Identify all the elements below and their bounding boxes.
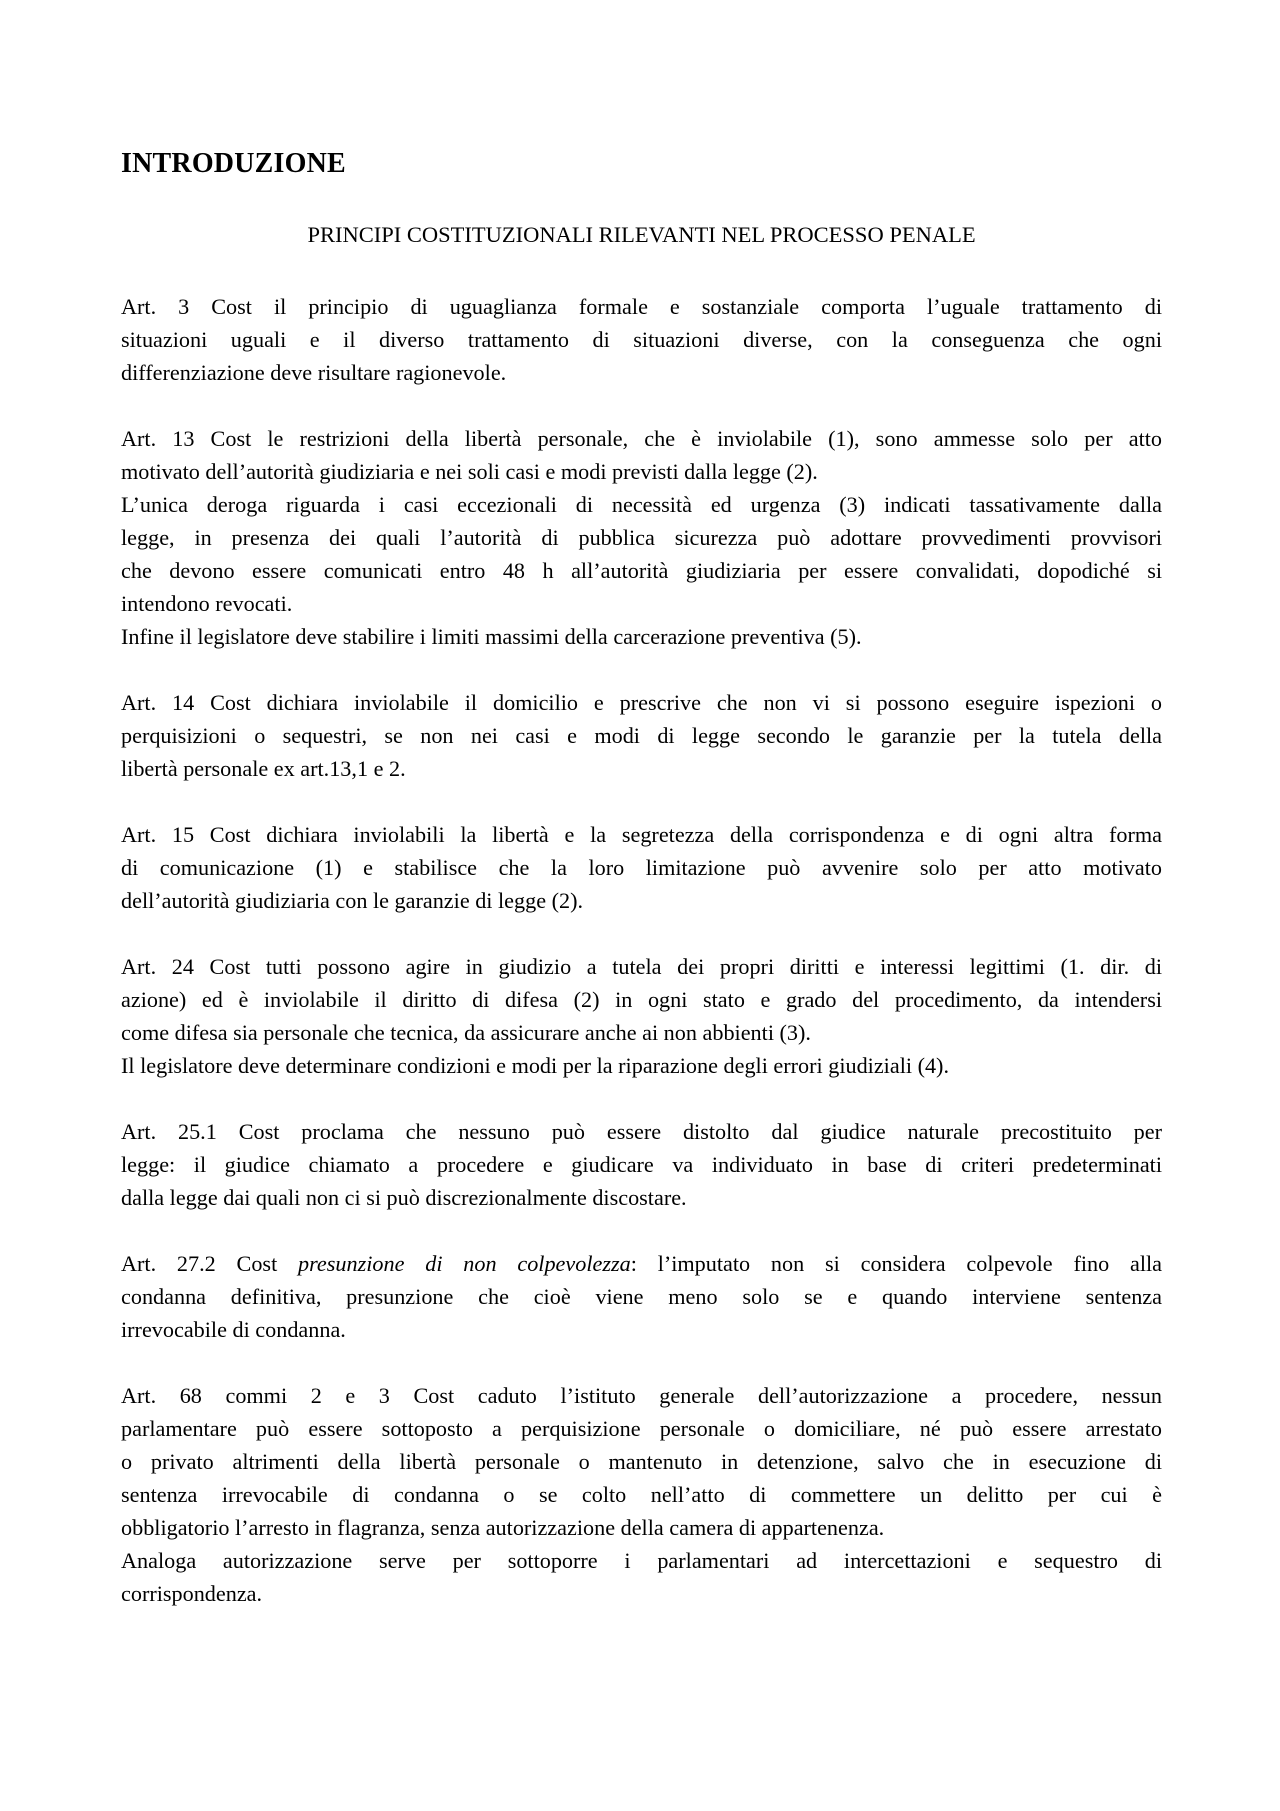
- paragraph-gap: [121, 1214, 1162, 1247]
- paragraph-gap: [121, 785, 1162, 818]
- text-line: Analoga autorizzazione serve per sottoporre i parlamentari ad intercettazioni e sequestro di: [121, 1548, 1162, 1573]
- paragraph: [121, 422, 1162, 488]
- paragraph-gap: [121, 917, 1162, 950]
- text-line: dalla legge dai quali non ci si può discrezionalmente discostare.: [121, 1185, 687, 1210]
- paragraph: [121, 1544, 1162, 1610]
- article-art27: [121, 1247, 1162, 1346]
- text-line: Il legislatore deve determinare condizioni e modi per la riparazione degli errori giudiziali (4).: [121, 1053, 949, 1078]
- article-art68: [121, 1379, 1162, 1610]
- paragraph: [121, 818, 1162, 917]
- paragraph: [121, 1379, 1162, 1544]
- italic-term: presunzione di non colpevolezza: [298, 1251, 631, 1276]
- text-line: legge: il giudice chiamato a procedere e giudicare va individuato in base di criteri predeterminati: [121, 1152, 1162, 1177]
- paragraph-gap: [121, 389, 1162, 422]
- paragraph-gap: [121, 1346, 1162, 1379]
- article-art14: [121, 686, 1162, 785]
- paragraph-gap: [121, 653, 1162, 686]
- text-line: parlamentare può essere sottoposto a perquisizione personale o domiciliare, né può essere arrestato: [121, 1416, 1162, 1441]
- article-reference: Art. 27.2 Cost: [121, 1251, 299, 1276]
- text-line: differenziazione deve risultare ragionevole.: [121, 360, 507, 385]
- text-fragment: : l’imputato non si considera colpevole fino alla: [630, 1251, 1162, 1276]
- paragraph: [121, 290, 1162, 389]
- text-line: obbligatorio l’arresto in flagranza, senza autorizzazione della camera di appartenenza.: [121, 1515, 885, 1540]
- text-line: Art. 68 commi 2 e 3 Cost caduto l’istituto generale dell’autorizzazione a procedere, nessun: [121, 1383, 1162, 1408]
- text-line: [121, 1247, 1162, 1280]
- text-line: Art. 14 Cost dichiara inviolabile il domicilio e prescrive che non vi si possono eseguire ispezioni o: [121, 690, 1162, 715]
- text-line: di comunicazione (1) e stabilisce che la loro limitazione può avvenire solo per atto motivato: [121, 855, 1162, 880]
- text-line: perquisizioni o sequestri, se non nei casi e modi di legge secondo le garanzie per la tutela della: [121, 723, 1162, 748]
- article-art13: [121, 422, 1162, 653]
- text-line: L’unica deroga riguarda i casi eccezionali di necessità ed urgenza (3) indicati tassativamente dalla: [121, 492, 1162, 517]
- page-title: INTRODUZIONE: [121, 148, 346, 179]
- text-line: irrevocabile di condanna.: [121, 1317, 346, 1342]
- text-line: Art. 3 Cost il principio di uguaglianza formale e sostanziale comporta l’uguale trattamento di: [121, 294, 1162, 319]
- article-art15: [121, 818, 1162, 917]
- text-line: azione) ed è inviolabile il diritto di difesa (2) in ogni stato e grado del procedimento, da intendersi: [121, 987, 1162, 1012]
- text-line: sentenza irrevocabile di condanna o se colto nell’atto di commettere un delitto per cui è: [121, 1482, 1162, 1507]
- paragraph: [121, 488, 1162, 620]
- paragraph: [121, 950, 1162, 1049]
- paragraph: [121, 1049, 1162, 1082]
- paragraph: [121, 1280, 1162, 1346]
- paragraph-gap: [121, 1082, 1162, 1115]
- article-art25: [121, 1115, 1162, 1214]
- text-line: Infine il legislatore deve stabilire i limiti massimi della carcerazione preventiva (5).: [121, 624, 862, 649]
- text-line: intendono revocati.: [121, 591, 293, 616]
- text-line: Art. 25.1 Cost proclama che nessuno può essere distolto dal giudice naturale precostituito per: [121, 1119, 1162, 1144]
- text-line: Art. 13 Cost le restrizioni della libertà personale, che è inviolabile (1), sono ammesse solo per atto: [121, 426, 1162, 451]
- text-line: che devono essere comunicati entro 48 h all’autorità giudiziaria per essere convalidati, dopodiché si: [121, 558, 1162, 583]
- text-line: o privato altrimenti della libertà personale o mantenuto in detenzione, salvo che in esecuzione di: [121, 1449, 1162, 1474]
- text-line: dell’autorità giudiziaria con le garanzie di legge (2).: [121, 888, 584, 913]
- text-line: legge, in presenza dei quali l’autorità di pubblica sicurezza può adottare provvedimenti provvisori: [121, 525, 1162, 550]
- text-line: Art. 24 Cost tutti possono agire in giudizio a tutela dei propri diritti e interessi legittimi (1. dir. di: [121, 954, 1162, 979]
- article-art24: [121, 950, 1162, 1082]
- text-line: motivato dell’autorità giudiziaria e nei soli casi e modi previsti dalla legge (2).: [121, 459, 818, 484]
- paragraph: [121, 620, 1162, 653]
- text-line: come difesa sia personale che tecnica, da assicurare anche ai non abbienti (3).: [121, 1020, 811, 1045]
- text-line: corrispondenza.: [121, 1581, 263, 1606]
- text-line: situazioni uguali e il diverso trattamento di situazioni diverse, con la conseguenza che ogni: [121, 327, 1162, 352]
- paragraph: [121, 1115, 1162, 1214]
- text-line: libertà personale ex art.13,1 e 2.: [121, 756, 406, 781]
- paragraph: [121, 686, 1162, 785]
- text-line: Art. 15 Cost dichiara inviolabili la libertà e la segretezza della corrispondenza e di ogni altra forma: [121, 822, 1162, 847]
- section-subtitle: PRINCIPI COSTITUZIONALI RILEVANTI NEL PROCESSO PENALE: [307, 222, 976, 247]
- text-line: condanna definitiva, presunzione che cioè viene meno solo se e quando interviene sentenza: [121, 1284, 1162, 1309]
- document-body: [121, 290, 1162, 1610]
- article-art3: [121, 290, 1162, 389]
